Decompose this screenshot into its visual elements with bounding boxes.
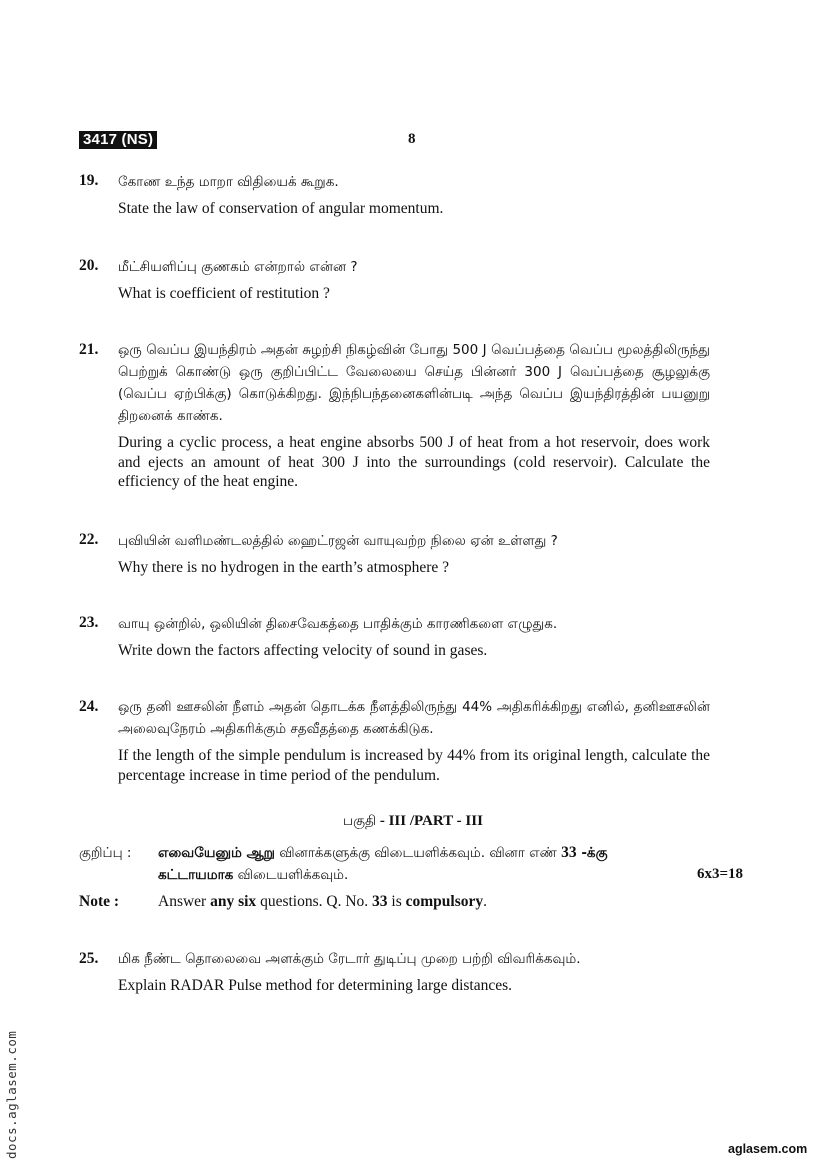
footer-watermark: aglasem.com — [728, 1142, 808, 1156]
question-number-23: 23. — [79, 614, 99, 631]
question-25 — [118, 948, 710, 996]
question-19-tamil: கோண உந்த மாறா விதியைக் கூறுக. — [118, 174, 339, 190]
question-19-english: State the law of conservation of angular momentum. — [118, 200, 444, 217]
side-watermark: docs.aglasem.com — [4, 1030, 19, 1159]
page-number: 8 — [408, 131, 416, 147]
note-tamil-bold-suffix: -க்கு — [576, 845, 608, 861]
question-number-22: 22. — [79, 531, 99, 548]
note-english-bold-number: 33 — [372, 893, 388, 910]
question-24 — [118, 696, 710, 785]
note-tamil-text-1: வினாக்களுக்கு விடையளிக்கவும். வினா எண் — [274, 845, 562, 861]
question-19 — [118, 171, 710, 219]
question-25-english: Explain RADAR Pulse method for determining large distances. — [118, 977, 513, 994]
part-heading-tamil: பகுதி — [343, 813, 377, 829]
note-english-bold-any-six: any six — [210, 893, 257, 910]
note-tamil-line-2 — [158, 864, 710, 886]
note-tamil-compulsory-number: 33 — [561, 844, 577, 861]
question-23-tamil: வாயு ஒன்றில், ஒலியின் திசைவேகத்தை பாதிக்கும் காரணிகளை எழுதுக. — [118, 616, 558, 632]
note-english-text-4: . — [483, 893, 487, 910]
note-tamil-label: குறிப்பு : — [79, 845, 132, 861]
question-20-english: What is coefficient of restitution ? — [118, 285, 330, 302]
question-21-tamil: ஒரு வெப்ப இயந்திரம் அதன் சுழற்சி நிகழ்வின் போது 500 J வெப்பத்தை வெப்ப மூலத்திலிருந்து பெற்றுக் கொண்டு ஒரு குறிப்பிட்ட வேலையை செய்த பின்னர் 300 J வெப்பத்தை சூழலுக்கு (வெப்ப ஏற்பிக்கு) கொடுக்கிறது. இந்நிபந்தனைகளின்படி அந்த வெப்ப இயந்திரத்தின் பயனுறு திறனைக் காண்க. — [118, 342, 710, 424]
question-number-19: 19. — [79, 172, 99, 189]
question-23 — [118, 613, 710, 661]
part-heading — [0, 813, 826, 831]
note-tamil-text-2: விடையளிக்கவும். — [233, 867, 349, 883]
question-22 — [118, 530, 710, 578]
question-20 — [118, 256, 710, 304]
note-english-text-1: Answer — [158, 893, 211, 910]
part-heading-english: - III /PART - III — [376, 813, 483, 829]
question-20-tamil: மீட்சியளிப்பு குணகம் என்றால் என்ன ? — [118, 259, 358, 275]
question-number-25: 25. — [79, 950, 99, 967]
question-23-english: Write down the factors affecting velocity of sound in gases. — [118, 642, 488, 659]
question-21-english: During a cyclic process, a heat engine absorbs 500 J of heat from a hot reservoir, does work and ejects an amount of heat 300 J into the surroundings (cold reservoir). Calculate the efficiency of the heat engine. — [118, 434, 710, 490]
marks-allocation: 6x3=18 — [697, 866, 744, 882]
note-tamil — [158, 842, 710, 886]
note-english-text-3: is — [387, 893, 406, 910]
note-english-text-2: questions. Q. No. — [256, 893, 373, 910]
note-tamil-bold-compulsorily: கட்டாயமாக — [158, 867, 234, 883]
question-24-tamil: ஒரு தனி ஊசலின் நீளம் அதன் தொடக்க நீளத்திலிருந்து 44% அதிகரிக்கிறது எனில், தனிஊசலின் அலைவுநேரம் அதிகரிக்கும் சதவீதத்தை கணக்கிடுக. — [118, 699, 710, 737]
note-english-label: Note : — [79, 893, 120, 910]
question-22-tamil: புவியின் வளிமண்டலத்தில் ஹைட்ரஜன் வாயுவற்ற நிலை ஏன் உள்ளது ? — [118, 533, 558, 549]
question-number-24: 24. — [79, 698, 99, 715]
note-tamil-bold-any-six: எவையேனும் ஆறு — [158, 845, 275, 861]
note-english — [158, 893, 718, 911]
question-24-english: If the length of the simple pendulum is increased by 44% from its original length, calculate the percentage increase in time period of the pendulum. — [118, 747, 710, 784]
question-number-20: 20. — [79, 257, 99, 274]
paper-code-badge: 3417 (NS) — [79, 131, 157, 149]
question-22-english: Why there is no hydrogen in the earth’s atmosphere ? — [118, 559, 449, 576]
note-tamil-line-1 — [158, 842, 710, 864]
note-english-bold-compulsory: compulsory — [405, 893, 484, 910]
question-21 — [118, 339, 710, 492]
question-number-21: 21. — [79, 341, 99, 358]
question-25-tamil: மிக நீண்ட தொலைவை அளக்கும் ரேடார் துடிப்பு முறை பற்றி விவரிக்கவும். — [118, 951, 581, 967]
